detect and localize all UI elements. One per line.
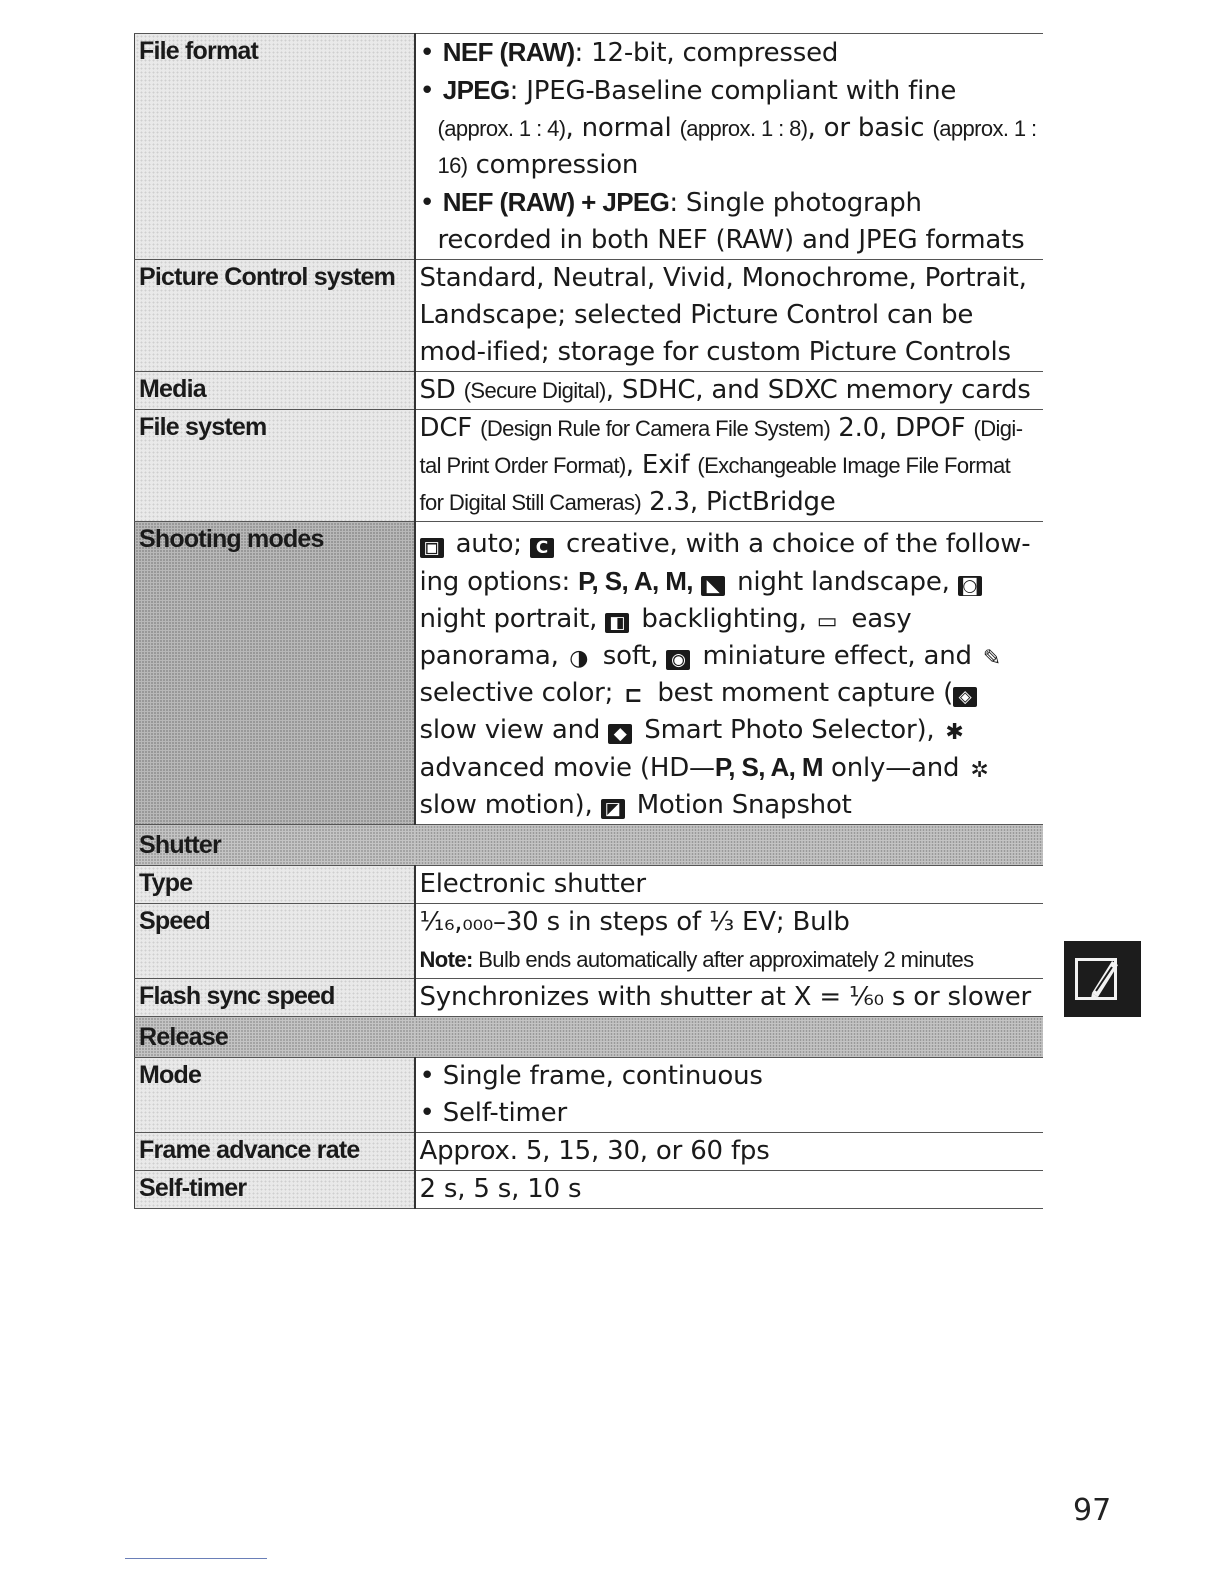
best-moment-icon: ⊏: [624, 683, 643, 708]
row-value: [415, 372, 1043, 410]
text: soft,: [594, 641, 667, 671]
row-value: Standard, Neutral, Vivid, Monochrome, Portrait, Landscape; selected Picture Control can be mod-ified; storage for custom Picture Controls: [415, 260, 1043, 372]
camera-icon: ▣: [420, 538, 444, 558]
section-fill: [415, 1017, 1043, 1058]
text: Smart Photo Selector),: [636, 715, 943, 745]
text: miniature effect, and: [694, 641, 980, 671]
specifications-table: [134, 33, 1043, 1209]
text: (Design Rule for Camera File System): [480, 416, 831, 441]
description: : Single photograph recorded in both NEF (RAW) and JPEG formats: [437, 188, 1025, 255]
row-value: Electronic shutter: [415, 866, 1043, 904]
text: , SDHC, and SDXC memory cards: [605, 375, 1031, 405]
text: DCF: [419, 413, 481, 443]
footer-rule: [125, 1558, 267, 1559]
text: slow view and: [419, 715, 609, 745]
text: only—and: [822, 753, 968, 783]
row-label: Media: [135, 372, 415, 410]
ratio-note: (approx. 1 : 4): [437, 116, 566, 141]
row-label: Picture Control system: [135, 260, 415, 372]
row-label: File system: [135, 410, 415, 522]
row-self-timer: [135, 1171, 1043, 1209]
row-frame-advance-rate: [135, 1133, 1043, 1171]
list-item: • NEF (RAW): 12-bit, compressed: [419, 37, 839, 68]
section-release: [135, 1017, 1043, 1058]
description: , or basic: [807, 113, 933, 143]
smart-photo-selector-icon: ◆: [608, 724, 632, 744]
mode-letters: P, S, A, M,: [578, 566, 693, 596]
row-picture-control: [135, 260, 1043, 372]
section-tab-marker: [1064, 941, 1141, 1017]
text: slow motion),: [419, 790, 601, 820]
note-text: Bulb ends automatically after approximately 2 minutes: [472, 947, 974, 972]
list-item: • Self-timer: [419, 1098, 567, 1128]
soft-icon: ◑: [569, 646, 589, 671]
speed-note: [420, 941, 1039, 978]
text: advanced movie (HD—: [419, 753, 715, 783]
panorama-icon: ▭: [816, 609, 838, 634]
text: 2.0, DPOF: [830, 413, 974, 443]
section-label: Shutter: [135, 825, 415, 866]
night-portrait-icon: ◙: [958, 576, 982, 596]
row-value: 2 s, 5 s, 10 s: [415, 1171, 1043, 1209]
row-label: Speed: [135, 904, 415, 979]
text: night landscape,: [729, 567, 958, 597]
row-label: Frame advance rate: [135, 1133, 415, 1171]
term: JPEG: [442, 75, 510, 105]
text: creative, with a choice of the follow-ing options:: [419, 529, 1031, 597]
row-mode: [135, 1058, 1043, 1133]
text: Motion Snapshot: [628, 790, 852, 820]
list-item: • NEF (RAW) + JPEG: Single photograph recorded in both NEF (RAW) and JPEG formats: [419, 187, 1025, 255]
text: 2.3, PictBridge: [641, 487, 836, 517]
row-media: [135, 372, 1043, 410]
speed-range: ¹⁄₁₆,₀₀₀–30 s in steps of ⅓ EV; Bulb: [419, 907, 850, 937]
list-item: • Single frame, continuous: [419, 1061, 763, 1091]
row-label: File format: [135, 34, 415, 260]
backlighting-icon: ◧: [605, 613, 629, 633]
term: NEF (RAW): [442, 37, 575, 67]
row-value: [415, 522, 1043, 825]
slow-view-icon: ◈: [953, 687, 977, 707]
text: , Exif: [625, 450, 698, 480]
section-fill: [415, 825, 1043, 866]
text: Single frame, continuous: [442, 1061, 763, 1091]
row-file-format: [135, 34, 1043, 260]
mode-letters: P, S, A, M: [714, 752, 823, 782]
description: : JPEG-Baseline compliant with fine: [509, 76, 957, 106]
description: compression: [467, 150, 639, 180]
ratio-note: (approx. 1 : 16): [437, 116, 1037, 178]
row-value: [415, 904, 1043, 979]
page-number: 97: [1073, 1493, 1112, 1528]
pencil-icon: [1082, 953, 1126, 1003]
text: Self-timer: [442, 1098, 567, 1128]
row-value: [415, 34, 1043, 260]
row-label: Shooting modes: [135, 522, 415, 825]
text: easy panorama,: [419, 604, 912, 671]
night-landscape-icon: ◣: [701, 576, 725, 596]
text: selective color;: [419, 678, 622, 708]
row-flash-sync: [135, 979, 1043, 1017]
note-label: Note:: [419, 947, 473, 972]
description: , normal: [565, 113, 680, 143]
text: auto;: [447, 529, 530, 559]
term: NEF (RAW) + JPEG: [442, 187, 670, 217]
text: (Exchangeable Image File Format for Digital Still Cameras): [419, 453, 1011, 515]
text: (Secure Digital): [463, 378, 606, 403]
selective-color-icon: ✎: [982, 646, 1001, 671]
row-value: Approx. 5, 15, 30, or 60 fps: [415, 1133, 1043, 1171]
section-shutter: [135, 825, 1043, 866]
list-item: • JPEG: JPEG-Baseline compliant with fine (approx. 1 : 4), normal (approx. 1 : 8), or basic (approx. 1 : 16) compression: [419, 75, 1037, 180]
row-label: Type: [135, 866, 415, 904]
row-value: [415, 410, 1043, 522]
row-shooting-modes: [135, 522, 1043, 825]
section-label: Release: [135, 1017, 415, 1058]
motion-snapshot-icon: ◪: [601, 799, 625, 819]
text: SD: [419, 375, 464, 405]
advanced-movie-icon: ✱: [945, 720, 964, 745]
row-file-system: [135, 410, 1043, 522]
text: (Digi-tal Print Order Format): [419, 416, 1023, 478]
text: backlighting,: [633, 604, 815, 634]
text: best moment capture (: [649, 678, 954, 708]
row-value: Synchronizes with shutter at X = ¹⁄₆₀ s or slower: [415, 979, 1043, 1017]
row-label: Mode: [135, 1058, 415, 1133]
row-speed: [135, 904, 1043, 979]
miniature-icon: ◉: [666, 650, 690, 670]
row-type: [135, 866, 1043, 904]
row-label: Flash sync speed: [135, 979, 415, 1017]
text: night portrait,: [419, 604, 606, 634]
description: : 12-bit, compressed: [574, 38, 839, 68]
ratio-note: (approx. 1 : 8): [679, 116, 808, 141]
creative-mode-icon: C: [530, 538, 554, 558]
slow-motion-icon: ✲: [970, 758, 989, 783]
row-value: [415, 1058, 1043, 1133]
row-label: Self-timer: [135, 1171, 415, 1209]
